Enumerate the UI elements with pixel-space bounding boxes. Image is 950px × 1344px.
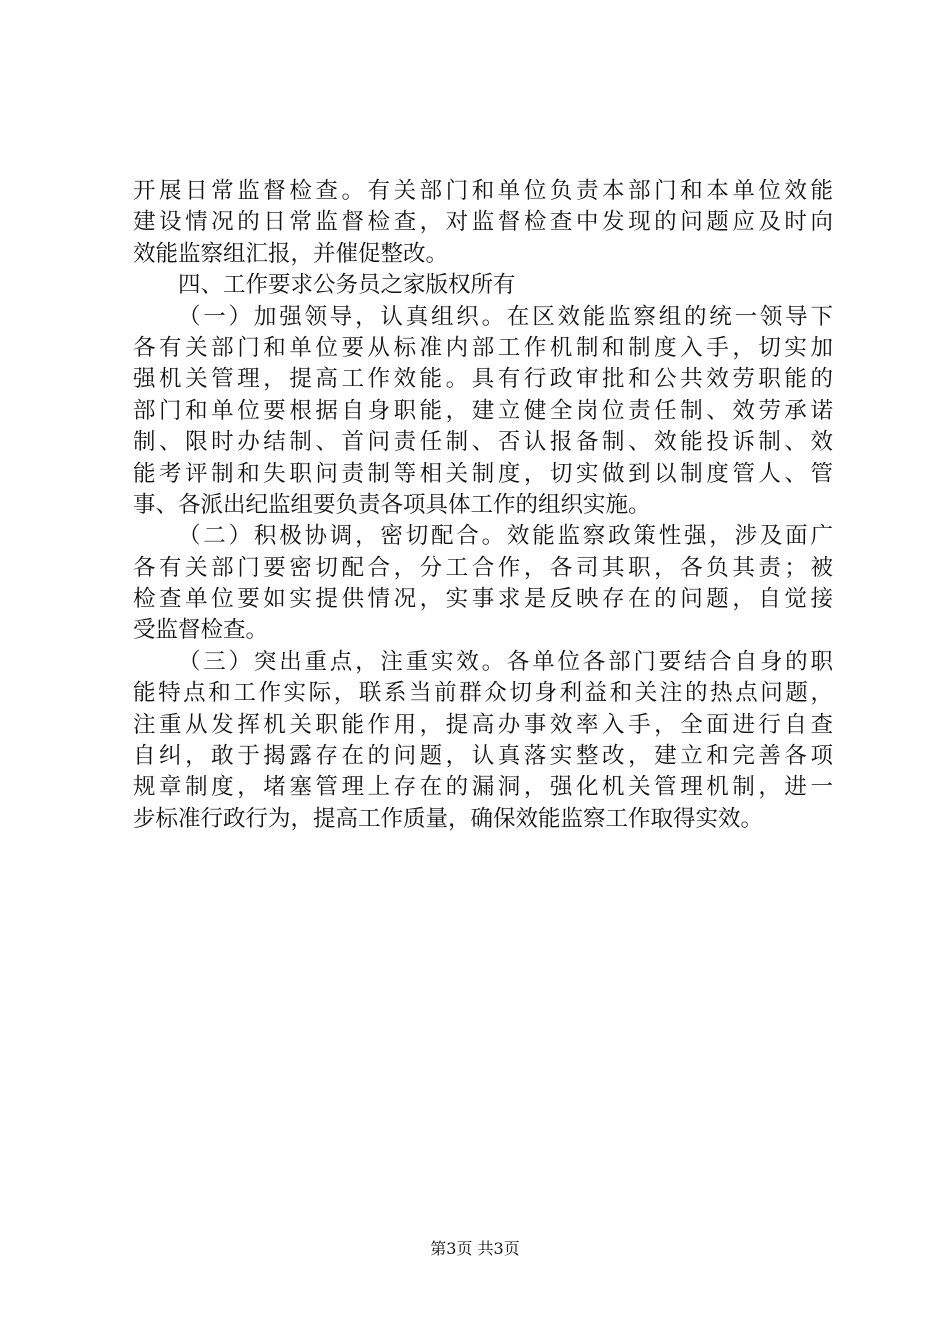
text-line: 部门和单位要根据自身职能，建立健全岗位责任制、效劳承诺 — [133, 397, 833, 424]
text-line: 制、限时办结制、首问责任制、否认报备制、效能投诉制、效 — [133, 429, 833, 456]
text-line: 能考评制和失职问责制等相关制度，切实做到以制度管人、管 — [133, 460, 833, 487]
page-footer: 第3页 共3页 — [430, 1239, 520, 1258]
text-line: （一）加强领导，认真组织。在区效能监察组的统一领导下 — [178, 303, 833, 330]
text-line: 检查单位要如实提供情况，实事求是反映存在的问题，自觉接 — [133, 586, 833, 613]
text-line: 受监督检查。 — [133, 617, 269, 644]
text-line: 开展日常监督检查。有关部门和单位负责本部门和本单位效能 — [133, 178, 833, 204]
text-line: （三）突出重点，注重实效。各单位各部门要结合自身的职 — [178, 648, 833, 675]
text-line: 事、各派出纪监组要负责各项具体工作的组织实施。 — [133, 491, 651, 518]
text-line: 建设情况的日常监督检查，对监督检查中发现的问题应及时向 — [133, 209, 833, 236]
text-line: 各有关部门要密切配合，分工合作，各司其职，各负其责；被 — [133, 554, 833, 581]
text-line: 强机关管理，提高工作效能。具有行政审批和公共效劳职能的 — [133, 366, 833, 393]
document-body — [133, 176, 833, 835]
text-line: 四、工作要求公务员之家版权所有 — [178, 272, 516, 299]
text-line: 各有关部门和单位要从标准内部工作机制和制度入手，切实加 — [133, 334, 833, 361]
text-line: 效能监察组汇报，并催促整改。 — [133, 240, 449, 267]
text-line: 步标准行政行为，提高工作质量，确保效能监察工作取得实效。 — [133, 805, 764, 832]
text-line: 注重从发挥机关职能作用，提高办事效率入手，全面进行自查 — [133, 711, 833, 738]
text-line: 规章制度，堵塞管理上存在的漏洞，强化机关管理机制，进一 — [133, 774, 833, 801]
text-line: 能特点和工作实际，联系当前群众切身利益和关注的热点问题， — [133, 680, 833, 707]
text-line: 自纠，敢于揭露存在的问题，认真落实整改，建立和完善各项 — [133, 743, 833, 770]
text-line: （二）积极协调，密切配合。效能监察政策性强，涉及面广 — [178, 523, 833, 550]
